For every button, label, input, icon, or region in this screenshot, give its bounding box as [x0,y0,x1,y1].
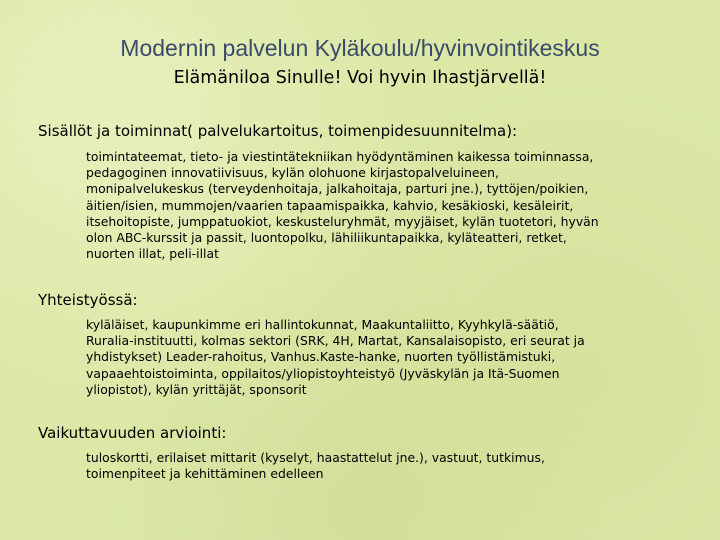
section-heading-cooperation: Yhteistyössä: [38,291,138,309]
text-line: monipalvelukeskus (terveydenhoitaja, jalkahoitaja, parturi jne.), tyttöjen/poikien, [86,181,589,197]
text-line: pedagoginen innovatiivisuus, kylän olohuone kirjastopalveluineen, [86,165,499,181]
text-line: itsehoitopiste, jumppatuokiot, keskusteluryhmät, myyjäiset, kylän tuotetori, hyvän [86,213,599,229]
slide-title: Modernin palvelun Kyläkoulu/hyvinvointikeskus [120,35,600,61]
text-line: nuorten illat, peli-illat [86,246,219,262]
text-line: äitien/isien, mummojen/vaarien tapaamispaikka, kahvio, kesäkioski, kesäleirit, [86,197,574,213]
section-heading-contents: Sisällöt ja toiminnat( palvelukartoitus, toimenpidesuunnitelma): [38,122,518,140]
text-line: kyläläiset, kaupunkimme eri hallintokunnat, Maakuntaliitto, Kyyhkylä-säätiö, [86,317,559,332]
text-line: yliopistot), kylän yrittäjät, sponsorit [86,381,307,397]
slide-subtitle: Elämäniloa Sinulle! Voi hyvin Ihastjärvellä! [173,68,547,88]
text-line: tuloskortti, erilaiset mittarit (kyselyt, haastattelut jne.), vastuut, tutkimus, [86,450,545,465]
text-line: toimintateemat, tieto- ja viestintätekniikan hyödyntäminen kaikessa toiminnassa, [86,149,594,164]
text-line: olon ABC-kurssit ja passit, luontopolku, lähiliikuntapaikka, kyläteatteri, retket, [86,230,567,246]
text-line: yhdistykset) Leader-rahoitus, Vanhus.Kaste-hanke, nuorten työllistämistuki, [86,349,556,365]
text-line: toimenpiteet ja kehittäminen edelleen [86,466,324,482]
text-line: Ruralia-instituutti, kolmas sektori (SRK, 4H, Martat, Kansalaisopisto, eri seurat ja [86,333,585,349]
section-body-contents [86,149,706,262]
section-heading-evaluation: Vaikuttavuuden arviointi: [38,424,227,442]
section-body-cooperation [86,317,706,398]
text-line: vapaaehtoistoiminta, oppilaitos/yliopistoyhteistyö (Jyväskylän ja Itä-Suomen [86,365,560,381]
section-body-evaluation [86,450,706,482]
